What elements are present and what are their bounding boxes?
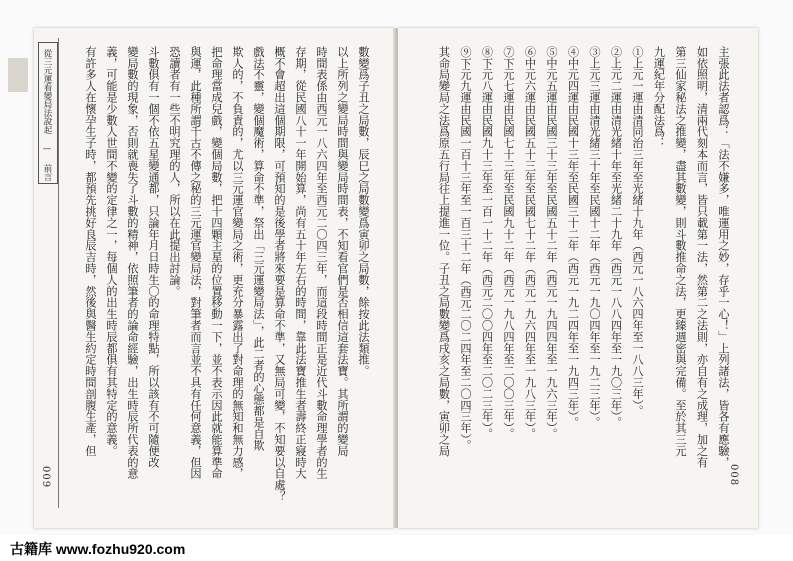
text-column: 有許多人在懷孕生子時，都預先挑好良辰吉時，然後與醫生約定時間剖腹生產，但: [84, 46, 97, 457]
text-column: ⑤中元五運由民國三十三年至民國五十二年（西元一九四四年至一九六三年）。: [545, 46, 558, 440]
text-column: 斗數俱有一個不依五星變通都，只論年月日時生〇的命理特點，所以該有不可隨便改: [147, 46, 160, 468]
text-column: 時間表係由西元一八六四年至西元二〇四三年，而這段時間正是近代斗數命理學者的生: [315, 46, 328, 480]
text-column: 九運紀年分配法爲：: [652, 46, 666, 149]
site-watermark: [0, 535, 793, 561]
running-header: [38, 42, 58, 184]
text-column: ⑧下元八運由民國九十三年至一百一十二年（西元二〇〇四年至二〇二三年）。: [480, 46, 494, 440]
text-column: 義，可能是少數人世間不變的定律之一，每個人的出生時辰都俱有其特定的意義。: [105, 46, 118, 457]
text-column: 概不會超出這個期限，可預知的是後學者將來要是算命不準，又無局可變，不知要以自處？: [273, 46, 286, 502]
text-column: 戲法不靈，變個魔術，算命不準，祭出「三元運變局法」，此二者的心態都是自欺: [252, 46, 265, 451]
text-column: 以上所列之變局時間與變局時間表，不知看官們是否相信這套法寶。其所謂的變局: [336, 46, 349, 457]
text-column: ⑦下元七運由民國七十三年至民國九十二年（西元一九八四年至二〇〇三年）。: [502, 46, 515, 440]
text-column: 第三仙家秘法之推變，盡其數變，則斗數推命之法，更臻週密與完備。至於其三元: [674, 46, 687, 457]
text-column: ①上元一運由清同治三年至光緒十九年（西元一八六四年至一八八三年）。: [631, 46, 644, 417]
text-column: 恐讀者有一些不明究理的人，所以在此提出討論。: [168, 46, 181, 297]
text-column: 存期，從民國八十一年開始算，尚有五十年左右的時間，靠此法寶推生者壽終正寢時大: [294, 46, 307, 480]
text-column: 把命理當成兒戲，變個局數，把十四顆主星的位置移動一下，並不表示因此就能算準命: [210, 46, 223, 480]
text-column: ②上元二運由清光緒十年至光緒二十九年（西元一八八四年至一九〇三年）。: [609, 46, 623, 428]
binding-edge: [8, 58, 28, 92]
text-column: 如依照明，清兩代刻本而言，皆只載第一法，然第二之法則，亦自有之成理，加之有: [695, 46, 709, 468]
watermark-text: 古籍库 www.fozhu920.com: [10, 541, 186, 557]
page-number-left: 009: [40, 466, 51, 489]
text-column: 變局數的現象，否則就喪失了斗數的精神，依照筆者的論命經驗，出生時辰所代表的意: [126, 46, 139, 480]
right-page: [398, 28, 758, 528]
running-title: 從三元運看變局法說起 — 前言: [42, 49, 52, 181]
text-column: 欺人的，不負責的，尤以三元運官變局之術，更充分暴露出了對命理的無知和無力感，: [231, 46, 244, 480]
text-column: ④中元四運由民國十三年至民國三十二年（西元一九二四年至一九四三年）。: [566, 46, 580, 428]
text-column: 與運，此種所謂千古不傳之秘的三元運官變局法，對筆者而言並不具有任何意義，但因: [189, 46, 202, 480]
page-number-right: 008: [728, 464, 739, 487]
text-column: ⑥中元六運由民國五十三年至民國七十二年（西元一九六四年至一九八三年）。: [523, 46, 537, 440]
header-rule: [58, 38, 59, 508]
text-column: ⑨下元九運由民國一百十三年至一百三十二年（西元二〇二四年至二〇四三年）。: [459, 46, 472, 451]
text-column: ③上元三運由清光緒三十年至民國十二年（西元一九〇四年至一九二三年）。: [588, 46, 601, 428]
text-column: 數變爲子丑之局數，辰巳之局數變爲寅卯之局數，餘按此法類推。: [357, 46, 370, 377]
text-column: 其命局變局之法爲原五行局往上提進一位。子丑之局數變爲戌亥之局數，寅卯之局: [437, 46, 451, 457]
left-page: [34, 28, 394, 528]
text-column: 主張此法者認爲：「法不嫌多，唯運用之妙，存乎一心！」上列諸法，皆各有應驗，: [717, 46, 730, 468]
